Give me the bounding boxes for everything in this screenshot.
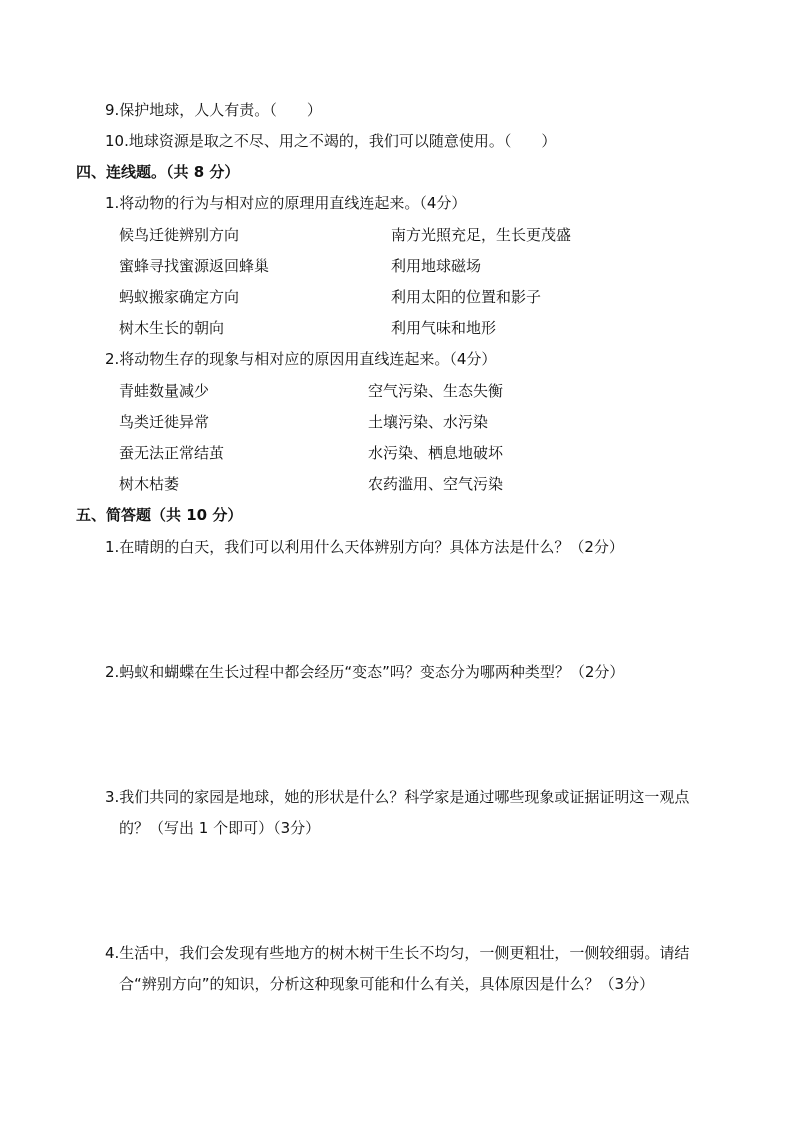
matching-q2-prompt: 2.将动物生存的现象与相对应的原因用直线连起来。（4分） bbox=[105, 350, 497, 368]
short-answer-q2: 2.蚂蚁和蝴蝶在生长过程中都会经历“变态”吗？变态分为哪两种类型？（2分） bbox=[105, 663, 625, 681]
matching-q2-left-1: 青蛙数量减少 bbox=[119, 382, 210, 400]
matching-q2-right-3: 水污染、栖息地破坏 bbox=[368, 444, 504, 462]
matching-q1-right-3: 利用太阳的位置和影子 bbox=[391, 288, 542, 306]
section-5-title: 五、简答题（共 10 分） bbox=[76, 506, 243, 524]
matching-q2-right-4: 农药滥用、空气污染 bbox=[368, 475, 504, 493]
matching-q1-left-4: 树木生长的朝向 bbox=[119, 319, 225, 337]
short-answer-q3-line2: 的？（写出 1 个即可）（3分） bbox=[119, 819, 321, 837]
matching-q1-left-3: 蚂蚁搬家确定方向 bbox=[119, 288, 240, 306]
matching-q1-right-2: 利用地球磁场 bbox=[391, 257, 482, 275]
matching-q1-left-2: 蜜蜂寻找蜜源返回蜂巢 bbox=[119, 257, 270, 275]
short-answer-q3-line1: 3.我们共同的家园是地球，她的形状是什么？科学家是通过哪些现象或证据证明这一观点 bbox=[105, 788, 690, 806]
matching-q1-right-4: 利用气味和地形 bbox=[391, 319, 497, 337]
matching-q2-left-3: 蚕无法正常结茧 bbox=[119, 444, 225, 462]
short-answer-q1: 1.在晴朗的白天，我们可以利用什么天体辨别方向？具体方法是什么？（2分） bbox=[105, 538, 624, 556]
short-answer-q4-line1: 4.生活中，我们会发现有些地方的树木树干生长不均匀，一侧更粗壮，一侧较细弱。请结 bbox=[105, 944, 690, 962]
section-4-title: 四、连线题。（共 8 分） bbox=[76, 163, 240, 181]
matching-q2-right-2: 土壤污染、水污染 bbox=[368, 413, 489, 431]
matching-q2-right-1: 空气污染、生态失衡 bbox=[368, 382, 504, 400]
matching-q1-prompt: 1.将动物的行为与相对应的原理用直线连起来。（4分） bbox=[105, 194, 467, 212]
matching-q1-left-1: 候鸟迁徙辨别方向 bbox=[119, 226, 240, 244]
matching-q2-left-2: 鸟类迁徙异常 bbox=[119, 413, 210, 431]
matching-q1-right-1: 南方光照充足，生长更茂盛 bbox=[391, 226, 572, 244]
matching-q2-left-4: 树木枯萎 bbox=[119, 475, 180, 493]
question-9: 9.保护地球，人人有责。（ ） bbox=[105, 101, 322, 119]
short-answer-q4-line2: 合“辨别方向”的知识，分析这种现象可能和什么有关，具体原因是什么？（3分） bbox=[119, 975, 655, 993]
question-10: 10.地球资源是取之不尽、用之不竭的，我们可以随意使用。（ ） bbox=[105, 132, 557, 150]
